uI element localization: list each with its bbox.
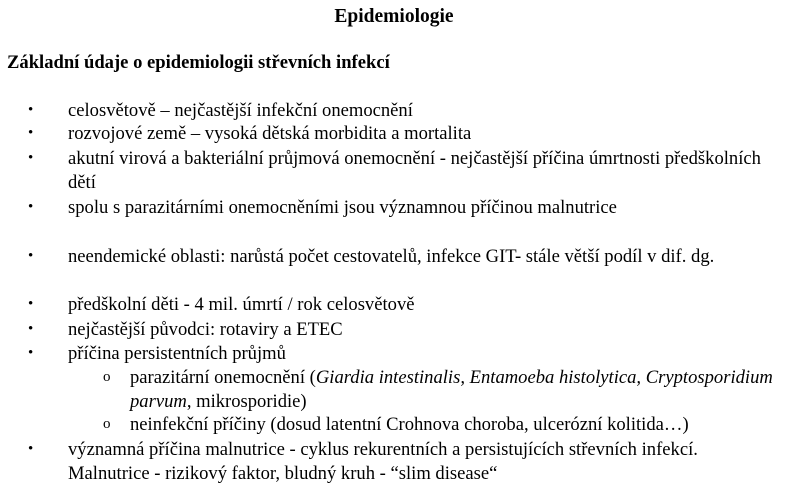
sub-item-suffix: , mikrosporidie) — [186, 390, 307, 412]
section-subtitle: Základní údaje o epidemiologii střevních infekcí — [7, 52, 390, 73]
pathogen-cryptosporidium: Cryptosporidium parvum — [130, 367, 773, 412]
list-item-text: rozvojové země – vysoká dětská morbidita a mortalita — [68, 123, 472, 144]
list-item — [28, 293, 780, 317]
list-item-text: celosvětově – nejčastější infekční onemocnění — [68, 100, 413, 121]
bullet-icon: • — [28, 125, 34, 141]
list-item-text: nejčastější původci: rotaviry a ETEC — [68, 319, 343, 340]
list-item — [28, 342, 780, 366]
bullet-icon: • — [28, 199, 34, 215]
sub-bullet-icon: o — [103, 416, 111, 432]
list-item-text: příčina persistentních průjmů — [68, 343, 286, 364]
list-item-text: neendemické oblasti: narůstá počet cestovatelů, infekce GIT- stále větší podíl v dif. dg. — [68, 246, 715, 267]
bullet-icon: • — [28, 102, 34, 118]
bullet-icon: • — [28, 321, 34, 337]
bullet-icon: • — [28, 150, 34, 166]
bullet-icon: • — [28, 345, 34, 361]
bullet-icon: • — [28, 441, 34, 457]
pathogen-giardia: Giardia intestinalis, — [315, 367, 465, 388]
bullet-icon: • — [28, 296, 34, 312]
list-item-text: spolu s parazitárními onemocněními jsou významnou příčinou malnutrice — [68, 197, 617, 218]
list-item — [28, 438, 780, 485]
list-item — [28, 196, 780, 220]
list-item-text: akutní virová a bakteriální průjmová onemocnění - nejčastější příčina úmrtnosti předškolních dětí — [68, 148, 761, 193]
list-item — [28, 99, 780, 123]
document-title: Epidemiologie — [334, 6, 454, 27]
sub-list-item — [103, 413, 780, 437]
list-item — [28, 147, 780, 194]
list-item — [28, 245, 780, 269]
pathogen-entamoeba: Entamoeba histolytica, — [469, 367, 642, 388]
list-item-text: předškolní děti - 4 mil. úmrtí / rok celosvětově — [68, 294, 415, 315]
list-item-text: významná příčina malnutrice - cyklus rekurentních a persistujících střevních infekcí. Malnutrice - rizikový faktor, bludný kruh - “slim disease“ — [68, 439, 698, 484]
list-item — [28, 122, 780, 146]
sub-bullet-icon: o — [103, 369, 111, 385]
bullet-icon: • — [28, 248, 34, 264]
sub-list-item — [103, 366, 780, 413]
sub-item-text: neinfekční příčiny (dosud latentní Crohnova choroba, ulcerózní kolitida…) — [130, 414, 689, 435]
list-item — [28, 318, 780, 342]
sub-item-prefix: parazitární onemocnění ( — [130, 367, 316, 388]
